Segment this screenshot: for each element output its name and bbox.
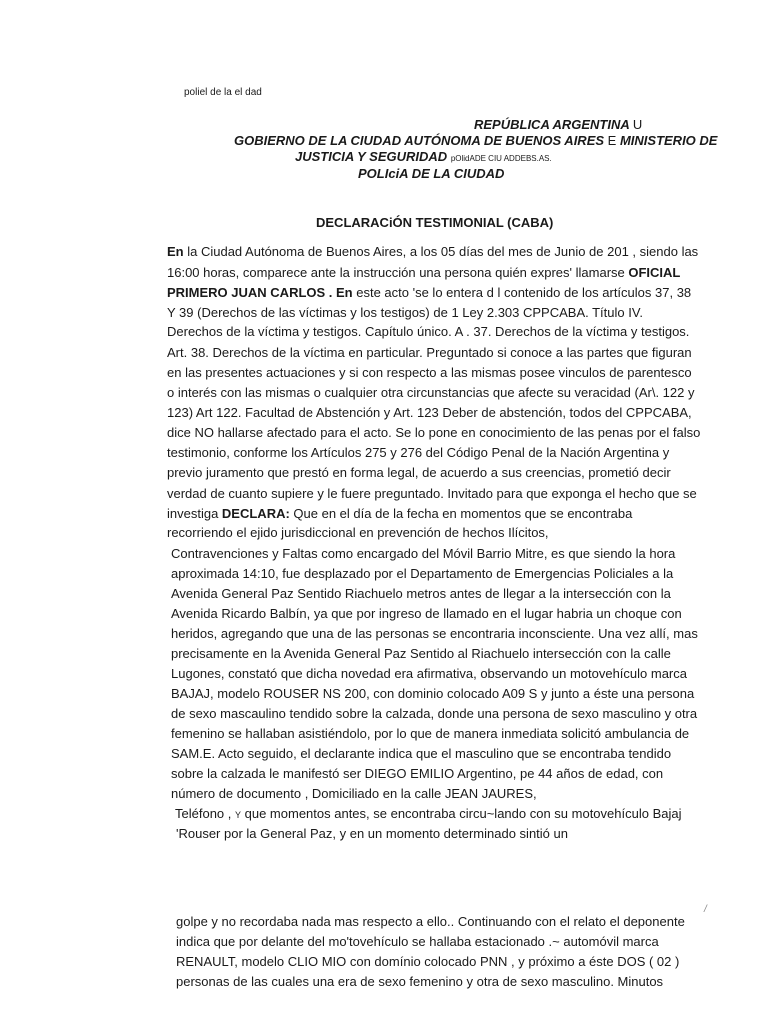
p1-line-15: recorriendo el ejido jurisdiccional en prevención de hechos Ilícitos,: [167, 525, 549, 540]
p1-line-12: previo juramento que prestó en forma legal, de acuerdo a sus creencias, prometió decir: [167, 465, 671, 480]
p2-line-1: Contravenciones y Faltas como encargado del Móvil Barrio Mitre, es que siendo la hora: [171, 546, 676, 561]
p3-text: que momentos antes, se encontraba circu~lando con su motovehículo Bajaj: [241, 806, 682, 821]
p1-text: investiga: [167, 506, 222, 521]
p1-text: Que en el día de la fecha en momentos que se encontraba: [289, 506, 633, 521]
header-republica: [474, 117, 642, 132]
p2-line-10: femenino se hallaban asistiéndolo, por lo que de manera inmediata solicitó ambulancia de: [171, 726, 690, 741]
republica-label: REPÚBLICA ARGENTINA: [474, 117, 630, 132]
p4-line-2: indica que por delante del mo'tovehículo se hallaba estacionado .~ automóvil marca: [176, 934, 659, 949]
republica-trail-glyph: U: [632, 117, 643, 132]
p3-text: Teléfono ,: [175, 806, 235, 821]
p1-line-2: [167, 265, 680, 281]
p1-bold-oficial: OFICIAL: [628, 265, 681, 280]
header-ministerio: [295, 149, 552, 164]
ministerio-mini-text: pOlidADE CIU ADDEBS.AS.: [450, 154, 552, 163]
p2-line-5: heridos, agregando que una de las personas se encontraria inconsciente. Una vez allí, mas: [171, 626, 698, 641]
p1-line-3: [167, 285, 691, 301]
p1-line-8: o interés con las mismas o cualquier otra circunstancias que afecte su veracidad (Ar\. 122 y: [167, 385, 695, 400]
gobierno-glyph: E: [607, 133, 617, 148]
p2-line-12: sobre la calzada le manifestó ser DIEGO EMILIO Argentino, pe 44 años de edad, con: [171, 766, 664, 781]
p3-line-2: 'Rouser por la General Paz, y en un momento determinado sintió un: [176, 826, 568, 841]
p2-line-11: SAM.E. Acto seguido, el declarante indica que el masculino que se encontraba tendido: [171, 746, 672, 761]
ministerio-label-a: MINISTERIO DE: [619, 133, 718, 148]
header-policia: POLIciA DE LA CIUDAD: [358, 166, 505, 181]
p1-line-11: testimonio, conforme los Artículos 275 y 276 del Código Penal de la Nación Argentina y: [167, 445, 670, 460]
p1-line-4: Y 39 (Derechos de las víctimas y los testigos) de 1 Ley 2.303 CPPCABA. Título IV.: [167, 305, 643, 320]
p1-text: 16:00 horas, comparece ante la instrucción una persona quién expres' llamarse: [167, 265, 629, 280]
p1-line-14: [167, 506, 632, 522]
p1-line-1: [167, 244, 698, 260]
p1-line-13: verdad de cuanto supiere y le fuere preguntado. Invitado para que exponga el hecho que se: [167, 486, 697, 501]
p1-line-7: en las presentes actuaciones y si con respecto a las mismas posee vinculos de parentesco: [167, 365, 692, 380]
p1-line-10: dice NO hallarse afectado para el acto. Se lo pone en conocimiento de las penas por el falso: [167, 425, 701, 440]
p1-bold-en: En: [167, 244, 184, 259]
p1-line-5: Derechos de la víctima y testigos. Capítulo único. A . 37. Derechos de la víctima y testigos.: [167, 324, 690, 339]
p1-text: este acto 'se lo entera d l contenido de los artículos 37, 38: [352, 285, 692, 300]
p4-line-1: golpe y no recordaba nada mas respecto a ello.. Continuando con el relato el deponente: [176, 914, 685, 929]
header-gobierno: [234, 133, 717, 148]
p4-line-3: RENAULT, modelo CLIO MIO con domínio colocado PNN , y próximo a éste DOS ( 02 ): [176, 954, 680, 969]
page-mark: /: [704, 904, 707, 915]
document-title: DECLARACiÓN TESTIMONIAL (CABA): [316, 215, 554, 230]
p2-line-8: BAJAJ, modelo ROUSER NS 200, con dominio colocado A09 S y junto a éste una persona: [171, 686, 695, 701]
p1-bold-name: PRIMERO JUAN CARLOS . En: [167, 285, 353, 300]
p2-line-9: de sexo mascaulino tendido sobre la calzada, donde una persona de sexo masculino y otra: [171, 706, 698, 721]
p2-line-13: número de documento , Domiciliado en la calle JEAN JAURES,: [171, 786, 537, 801]
p4-line-4: personas de las cuales una era de sexo femenino y otra de sexo masculino. Minutos: [176, 974, 664, 989]
p1-line-6: Art. 38. Derechos de la víctima en particular. Preguntado si conoce a las partes que figuran: [167, 345, 692, 360]
p1-line-9: 123) Art 122. Facultad de Abstención y Art. 123 Deber de abstención, todos del CPPCABA,: [167, 405, 692, 420]
p2-line-3: Avenida General Paz Sentido Riachuelo metros antes de llegar a la intersección con la: [171, 586, 671, 601]
p1-bold-declara: DECLARA:: [221, 506, 290, 521]
p2-line-2: aproximada 14:10, fue desplazado por el Departamento de Emergencias Policiales a la: [171, 566, 674, 581]
p3-small-y: Y: [235, 810, 242, 820]
gobierno-label: GOBIERNO DE LA CIUDAD AUTÓNOMA DE BUENOS AIRES: [234, 133, 605, 148]
p2-line-4: Avenida Ricardo Balbín, ya que por ingreso de llamado en el lugar habria un choque con: [171, 606, 682, 621]
p2-line-7: Lugones, constató que dicha novedad era afirmativa, observando un motovehículo marca: [171, 666, 687, 681]
p2-line-6: precisamente en la Avenida General Paz Sentido al Riachuelo intersección con la calle: [171, 646, 671, 661]
ministerio-label-b: JUSTICIA Y SEGURIDAD: [295, 149, 448, 164]
p3-line-1: [175, 806, 681, 823]
header-small-police-text: poliel de la el dad: [184, 87, 262, 98]
p1-text: la Ciudad Autónoma de Buenos Aires, a los 05 días del mes de Junio de 201 , siendo las: [183, 244, 699, 259]
